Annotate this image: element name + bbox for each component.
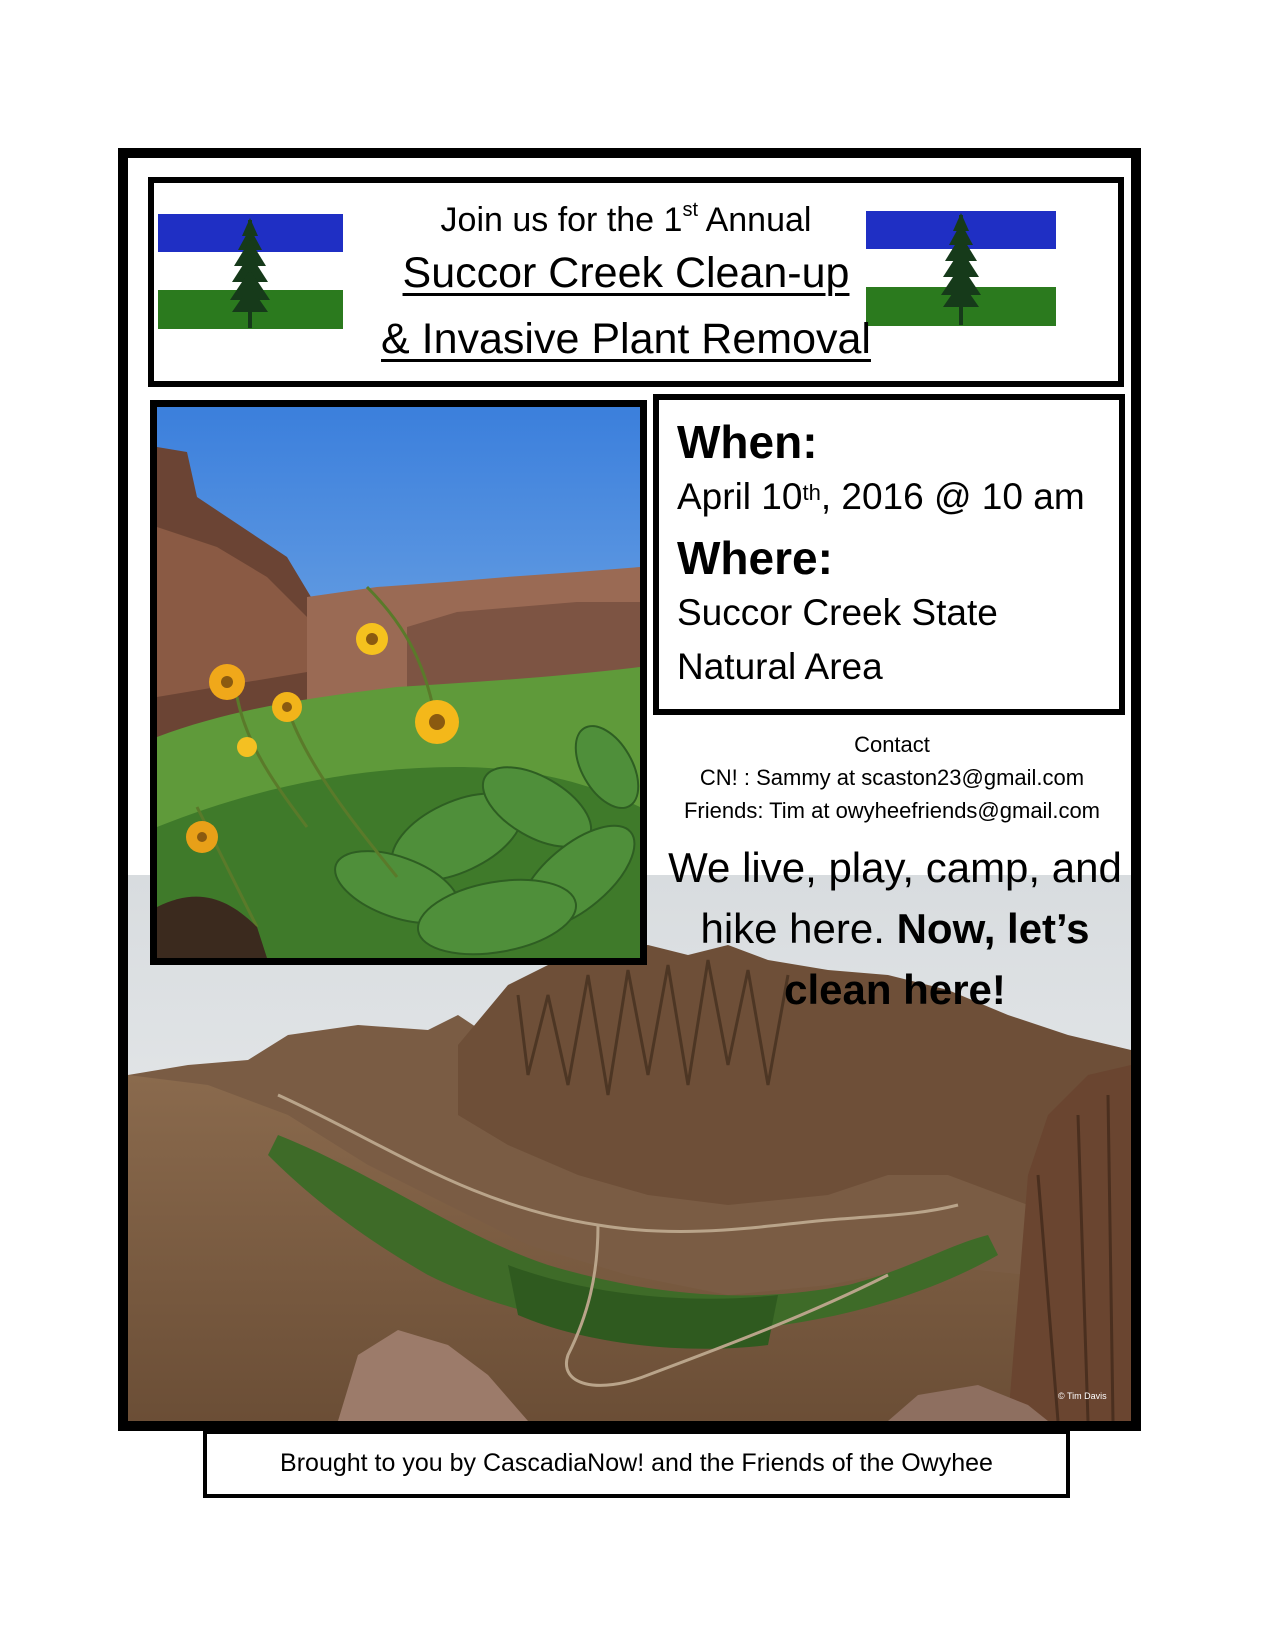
intro-line xyxy=(144,201,1108,240)
sponsor-footer xyxy=(203,1430,1070,1498)
slogan-bold-end: clean here! xyxy=(784,966,1006,1013)
event-subtitle-text: & Invasive Plant Removal xyxy=(381,315,871,363)
where-heading: Where: xyxy=(677,532,833,584)
slogan-line3 xyxy=(660,959,1130,1020)
date-ordinal: th xyxy=(802,480,821,505)
date-text: April 10 xyxy=(677,476,803,517)
contact-line-friends: Friends: Tim at owyheefriends@gmail.com xyxy=(683,798,1101,823)
slogan xyxy=(660,837,1130,1020)
slogan-line1: We live, play, camp, and xyxy=(668,844,1122,891)
date-time-text: , 2016 @ 10 am xyxy=(820,476,1085,517)
location-line1: Succor Creek State xyxy=(677,592,998,633)
intro-text-end: Annual xyxy=(698,201,812,239)
contact-section xyxy=(656,728,1128,827)
slogan-text: hike here. xyxy=(700,905,897,952)
location-line2: Natural Area xyxy=(677,646,883,687)
canyon-wildflowers-photo-icon xyxy=(157,407,640,958)
slogan-bold-text: Now, let’s xyxy=(896,905,1090,952)
photo-credit: © Tim Davis xyxy=(1058,1391,1107,1401)
intro-text: Join us for the 1 xyxy=(440,201,683,239)
event-header xyxy=(148,177,1124,387)
slogan-line2 xyxy=(660,898,1130,959)
event-title-text: Succor Creek Clean-up xyxy=(402,249,850,297)
sponsor-text: Brought to you by CascadiaNow! and the Friends of the Owyhee xyxy=(280,1449,993,1477)
contact-line-cn: CN! : Sammy at scaston23@gmail.com xyxy=(699,765,1085,790)
event-title-line1 xyxy=(144,249,1108,298)
event-date xyxy=(677,470,1119,524)
when-heading: When: xyxy=(677,416,818,468)
event-title-line2 xyxy=(144,315,1108,364)
event-details-box xyxy=(653,394,1125,715)
wildflower-photo xyxy=(150,400,647,965)
contact-heading: Contact xyxy=(854,732,930,757)
ordinal-suffix: st xyxy=(682,199,699,221)
